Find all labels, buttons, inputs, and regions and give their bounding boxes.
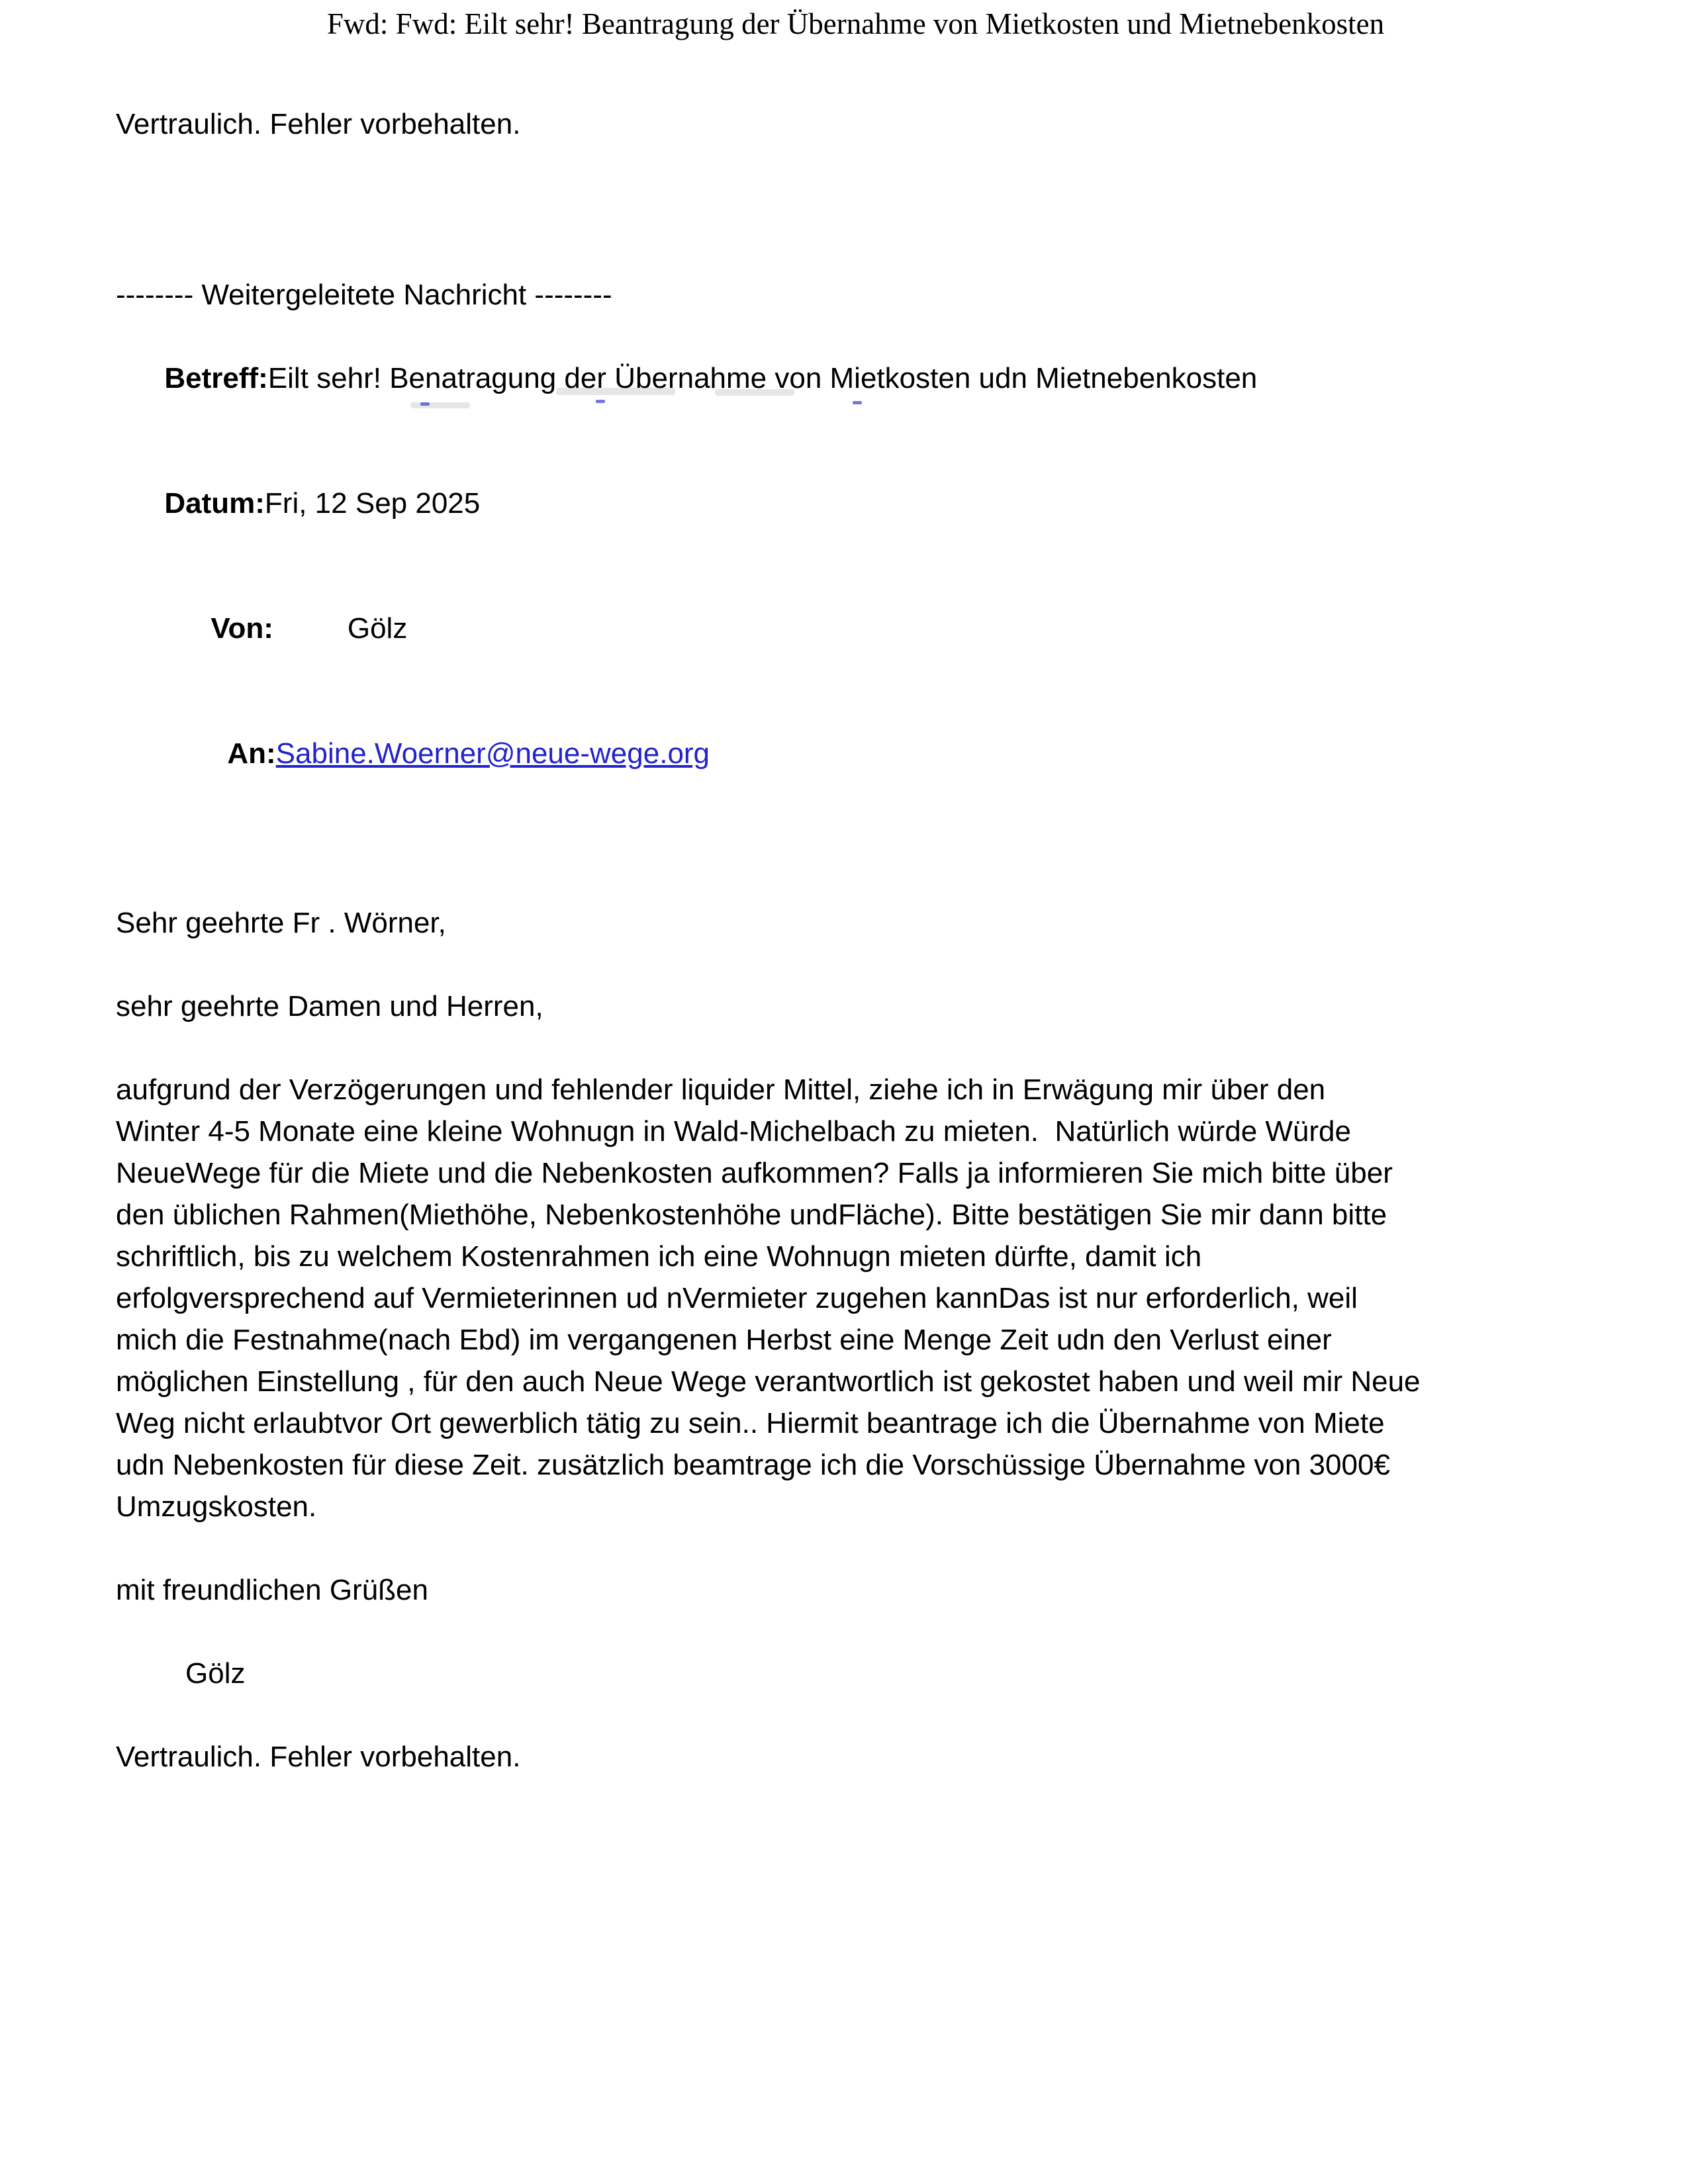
date-line — [116, 441, 1595, 566]
recipient-email-link[interactable]: Sabine.Woerner@neue-wege.org — [275, 737, 710, 770]
date-label: Datum: — [164, 487, 265, 520]
body-line: NeueWege für die Miete und die Nebenkosten aufkommen? Falls ja informieren Sie mich bitte über — [116, 1157, 1393, 1189]
email-body-paragraph — [116, 1069, 1595, 1527]
body-line: schriftlich, bis zu welchem Kostenrahmen ich eine Wohnugn mieten dürfte, damit ich — [116, 1240, 1202, 1273]
subject-label: Betreff: — [164, 362, 268, 394]
subject-value: Eilt sehr! Benatragung der Übernahme von Mietkosten udn Mietnebenkosten — [267, 362, 1258, 394]
body-line: den üblichen Rahmen(Miethöhe, Nebenkostenhöhe undFläche). Bitte bestätigen Sie mir dann bitte — [116, 1199, 1387, 1231]
body-line: erfolgversprechend auf Vermieterinnen ud nVermieter zugehen kannDas ist nur erforderlich, weil — [116, 1282, 1358, 1314]
forwarded-message-separator: -------- Weitergeleitete Nachricht -------- — [116, 279, 612, 311]
to-label: An: — [227, 737, 276, 770]
from-label: Von: — [211, 612, 273, 645]
page-title: Fwd: Fwd: Eilt sehr! Beantragung der Übernahme von Mietkosten und Mietnebenkosten — [326, 7, 1385, 40]
date-value: Fri, 12 Sep 2025 — [264, 487, 481, 520]
confidentiality-notice-bottom: Vertraulich. Fehler vorbehalten. — [116, 1741, 521, 1773]
from-value: Gölz — [347, 612, 408, 645]
closing-salutation: mit freundlichen Grüßen — [116, 1574, 428, 1606]
greeting-damen-herren: sehr geehrte Damen und Herren, — [116, 990, 543, 1023]
body-line: Weg nicht erlaubtvor Ort gewerblich tätig zu sein.. Hiermit beantrage ich die Übernahme von Miete — [116, 1407, 1385, 1439]
body-line: möglichen Einstellung , für den auch Neue Wege verantwortlich ist gekostet haben und weil mir Neue — [116, 1365, 1421, 1398]
confidentiality-notice-top: Vertraulich. Fehler vorbehalten. — [116, 108, 521, 140]
body-line: Winter 4-5 Monate eine kleine Wohnugn in Wald-Michelbach zu mieten. Natürlich würde Würde — [116, 1115, 1351, 1148]
body-line: mich die Festnahme(nach Ebd) im vergangenen Herbst eine Menge Zeit udn den Verlust einer — [116, 1324, 1332, 1356]
body-line: udn Nebenkosten für diese Zeit. zusätzlich beamtrage ich die Vorschüssige Übernahme von 3000€ — [116, 1449, 1390, 1481]
to-line — [116, 691, 1595, 816]
from-line — [116, 566, 1595, 691]
forwarded-message-header — [116, 274, 1595, 816]
body-line: Umzugskosten. — [116, 1490, 317, 1523]
sender-signature: Gölz — [185, 1657, 246, 1690]
greeting-woerner: Sehr geehrte Fr . Wörner, — [116, 907, 446, 939]
subject-line — [116, 316, 1595, 441]
body-line: aufgrund der Verzögerungen und fehlender liquider Mittel, ziehe ich in Erwägung mir über den — [116, 1073, 1326, 1106]
